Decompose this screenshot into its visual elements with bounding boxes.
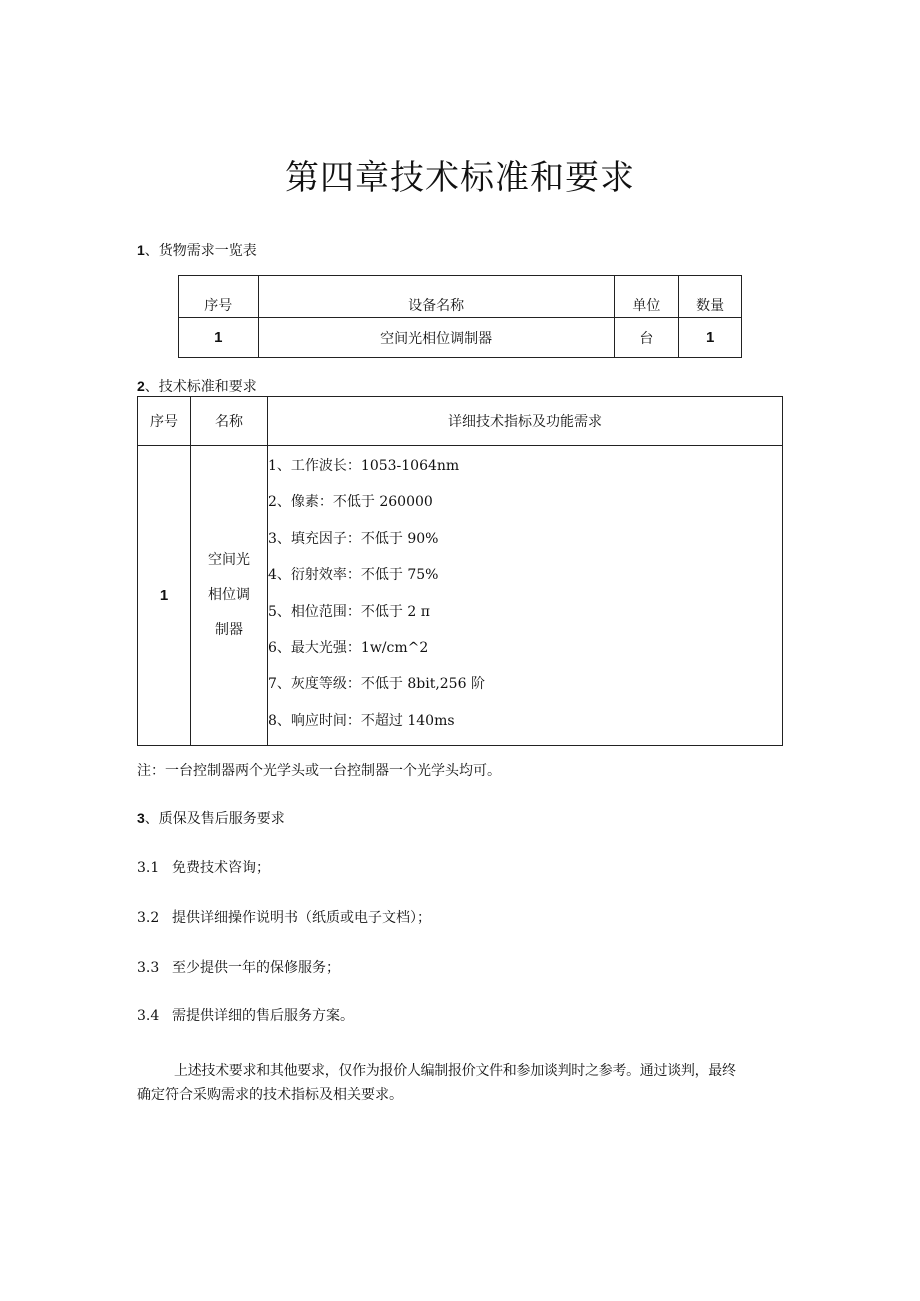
service-number: 3.1 — [137, 860, 160, 876]
service-item — [137, 857, 270, 877]
spec-item: 8、响应时间：不超过 140ms — [268, 712, 455, 729]
section-3-heading — [137, 808, 285, 828]
section-2-number: 2 — [137, 378, 145, 394]
name-line: 空间光 — [208, 552, 250, 569]
section-3-label: 、质保及售后服务要求 — [144, 811, 285, 827]
cell-spec-list — [268, 446, 783, 746]
spec-item: 7、灰度等级：不低于 8bit,256 阶 — [268, 676, 485, 693]
header-seq: 序号 — [179, 276, 259, 318]
spec-table — [137, 396, 783, 746]
cell-device-name: 空间光相位调制器 — [258, 318, 614, 358]
spec-item: 1、工作波长：1053-1064nm — [268, 458, 460, 474]
service-number: 3.2 — [137, 910, 160, 926]
closing-line-1: 上述技术要求和其他要求，仅作为报价人编制报价文件和参加谈判时之参考。通过谈判，最终 — [174, 1063, 736, 1079]
header-device-name: 设备名称 — [258, 276, 614, 318]
closing-line-2: 确定符合采购需求的技术指标及相关要求。 — [137, 1087, 403, 1103]
service-item — [137, 907, 431, 927]
page-title: 第四章技术标准和要求 — [285, 158, 635, 198]
goods-table-header — [179, 276, 742, 318]
name-line: 相位调 — [208, 587, 250, 604]
spec-item: 6、最大光强：1w/cm^2 — [268, 639, 429, 656]
spec-item: 3、填充因子：不低于 90% — [268, 530, 439, 547]
header-seq: 序号 — [138, 397, 191, 446]
header-unit: 单位 — [614, 276, 679, 318]
service-number: 3.4 — [137, 1008, 160, 1024]
spec-table-header — [138, 397, 783, 446]
cell-quantity: 1 — [679, 318, 742, 358]
table-row — [179, 318, 742, 358]
service-item — [137, 1005, 354, 1025]
cell-unit: 台 — [614, 318, 679, 358]
section-3-number: 3 — [137, 810, 145, 826]
spec-item: 2、像素：不低于 260000 — [268, 494, 433, 511]
section-1-label: 、货物需求一览表 — [144, 243, 257, 259]
service-text: 提供详细操作说明书（纸质或电子文档）； — [172, 910, 431, 926]
section-1-heading — [137, 240, 257, 260]
spec-item: 5、相位范围：不低于 2 π — [268, 603, 430, 620]
name-line: 制器 — [215, 622, 243, 639]
header-name: 名称 — [191, 397, 268, 446]
cell-name — [191, 446, 268, 746]
service-text: 需提供详细的售后服务方案。 — [172, 1008, 354, 1024]
section-2-heading — [137, 376, 257, 396]
service-item — [137, 957, 340, 977]
spec-item: 4、衍射效率：不低于 75% — [268, 567, 439, 584]
header-quantity: 数量 — [679, 276, 742, 318]
header-spec-details: 详细技术指标及功能需求 — [268, 397, 783, 446]
section-1-number: 1 — [137, 242, 145, 258]
cell-seq: 1 — [138, 446, 191, 746]
service-number: 3.3 — [137, 960, 160, 976]
goods-table — [178, 275, 742, 358]
service-text: 免费技术咨询； — [172, 860, 270, 876]
service-text: 至少提供一年的保修服务； — [172, 960, 340, 976]
table-row — [138, 446, 783, 746]
cell-seq: 1 — [179, 318, 259, 358]
section-2-label: 、技术标准和要求 — [144, 379, 257, 395]
note: 注：一台控制器两个光学头或一台控制器一个光学头均可。 — [137, 763, 501, 779]
